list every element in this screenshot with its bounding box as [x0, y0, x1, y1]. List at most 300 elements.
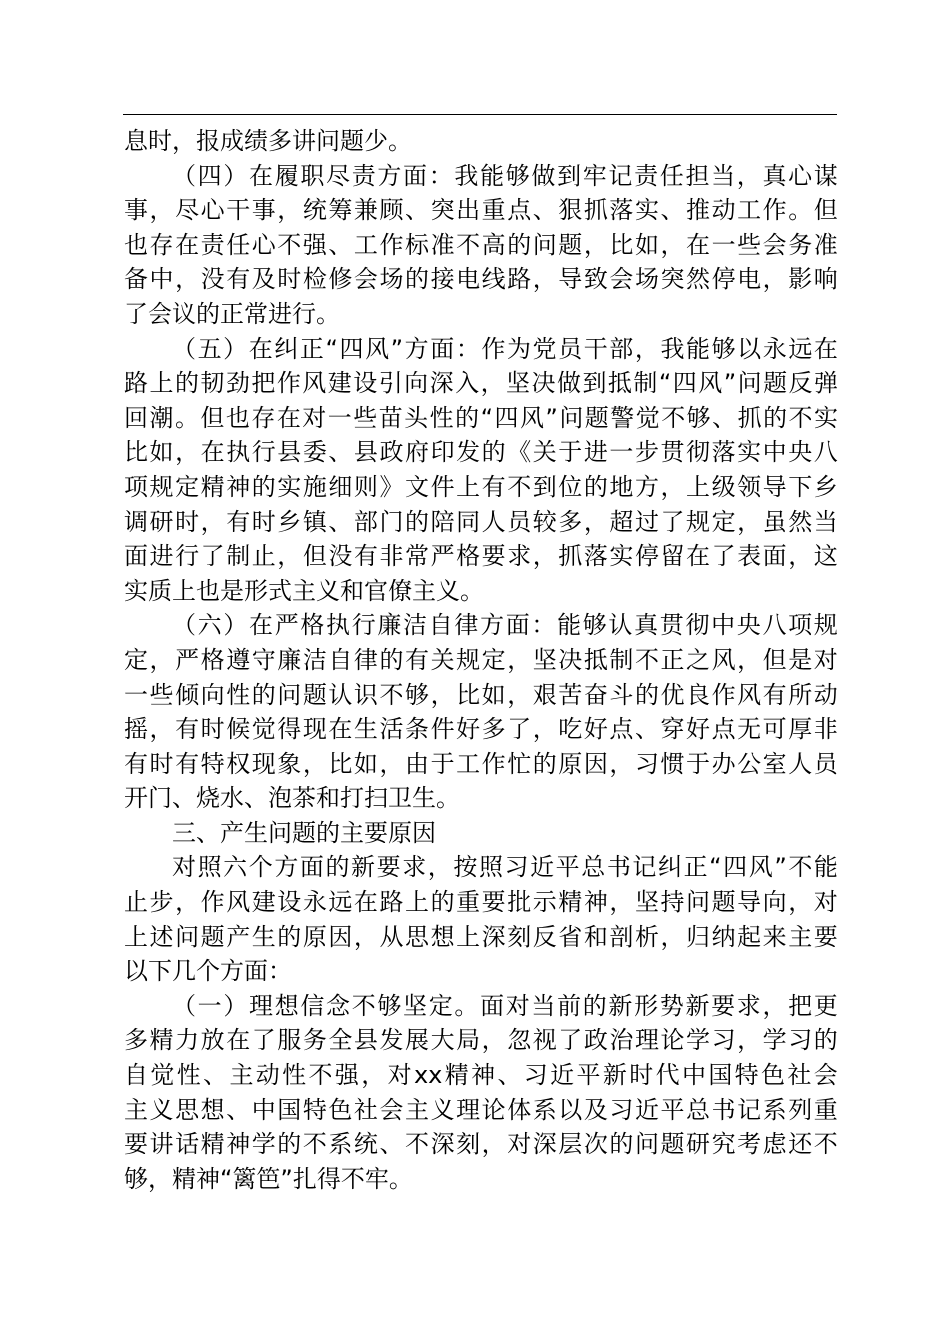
glyph: 了	[251, 1026, 276, 1055]
glyph: 步	[634, 438, 659, 467]
glyph: ）	[223, 991, 248, 1020]
glyph: ，	[353, 922, 378, 951]
glyph: 引	[378, 369, 403, 398]
glyph: 领	[737, 472, 762, 501]
glyph: 部	[609, 334, 634, 363]
glyph: 责	[200, 230, 225, 259]
glyph: 牢	[582, 161, 607, 190]
glyph: 反	[788, 369, 813, 398]
glyph: 习	[609, 1095, 634, 1124]
glyph: 了	[200, 542, 225, 571]
glyph: 理	[634, 1026, 659, 1055]
glyph: 主	[229, 1061, 254, 1090]
glyph: 项	[124, 472, 148, 501]
glyph: 设	[277, 888, 302, 917]
glyph: 、	[497, 1061, 522, 1090]
glyph: 但	[762, 645, 787, 674]
glyph: 强	[302, 230, 327, 259]
glyph: 持	[660, 888, 685, 917]
glyph: ：	[428, 161, 453, 190]
glyph: ，	[361, 1061, 386, 1090]
glyph: 多	[481, 715, 506, 744]
glyph: 比	[328, 749, 353, 778]
glyph: 时	[277, 265, 302, 294]
glyph: 大	[430, 1026, 455, 1055]
glyph: 员	[558, 334, 583, 363]
glyph: 这	[813, 542, 838, 571]
glyph: 够	[686, 403, 711, 432]
glyph: 神	[226, 1130, 251, 1159]
glyph: 向	[200, 680, 225, 709]
glyph: 为	[506, 334, 531, 363]
glyph: “	[709, 853, 722, 882]
glyph: 示	[532, 888, 557, 917]
glyph: 活	[379, 715, 404, 744]
glyph: 作	[379, 230, 404, 259]
glyph: 题	[200, 922, 225, 951]
glyph: 在	[175, 230, 200, 259]
glyph: 主	[788, 922, 813, 951]
glyph: 准	[430, 230, 455, 259]
glyph: 线	[481, 265, 506, 294]
glyph: 总	[581, 853, 606, 882]
glyph: 方	[274, 853, 299, 882]
glyph: 人	[481, 507, 506, 536]
glyph: 然	[788, 507, 813, 536]
glyph: 性	[282, 1061, 307, 1090]
glyph: 比	[124, 438, 148, 467]
glyph: 门	[379, 507, 404, 536]
glyph: 照	[197, 853, 222, 882]
glyph: 规	[149, 472, 174, 501]
glyph: 抵	[607, 369, 632, 398]
glyph: 检	[302, 265, 327, 294]
glyph: 非	[379, 542, 404, 571]
glyph: 作	[762, 196, 787, 225]
glyph: ，	[737, 645, 762, 674]
glyph: 国	[708, 1061, 733, 1090]
glyph: 定	[124, 645, 148, 674]
glyph: 习	[788, 1026, 813, 1055]
glyph: 风	[711, 645, 736, 674]
glyph: 批	[507, 888, 532, 917]
glyph: 尽	[326, 161, 351, 190]
glyph: 理	[249, 991, 274, 1020]
glyph: 、	[634, 715, 659, 744]
glyph: 发	[456, 438, 481, 467]
glyph: 任	[226, 230, 251, 259]
glyph: 标	[405, 230, 430, 259]
glyph: 话	[175, 1130, 200, 1159]
glyph: 近	[530, 853, 555, 882]
glyph: 制	[633, 369, 658, 398]
glyph: 不	[405, 1130, 430, 1159]
glyph: 党	[532, 334, 557, 363]
glyph: 执	[226, 438, 251, 467]
glyph: 记	[632, 853, 657, 882]
glyph: 担	[685, 161, 710, 190]
glyph: 存	[251, 403, 276, 432]
glyph: 建	[327, 369, 352, 398]
glyph: 的	[455, 403, 480, 432]
glyph: 反	[532, 922, 557, 951]
glyph: 事	[251, 196, 276, 225]
glyph: 苦	[558, 680, 583, 709]
glyph: 能	[480, 161, 505, 190]
glyph: 讲	[149, 1130, 174, 1159]
glyph: 工	[737, 196, 762, 225]
glyph: ，	[532, 715, 557, 744]
glyph: 六	[197, 611, 222, 640]
glyph: 觉	[635, 403, 660, 432]
glyph: 时	[149, 749, 174, 778]
glyph: 四	[723, 853, 748, 882]
glyph: 时	[200, 715, 225, 744]
glyph: ，	[480, 369, 505, 398]
glyph: 比	[609, 230, 634, 259]
glyph: 够	[505, 161, 530, 190]
glyph: 乡	[813, 472, 838, 501]
glyph: 、	[328, 438, 353, 467]
glyph: 室	[762, 749, 787, 778]
glyph: 工	[456, 749, 481, 778]
glyph: 备	[124, 265, 148, 294]
glyph: ”	[545, 403, 558, 432]
glyph: 些	[353, 403, 378, 432]
glyph: 执	[326, 611, 351, 640]
glyph: 风	[365, 334, 390, 363]
glyph: 在	[226, 1026, 251, 1055]
glyph: 忙	[507, 749, 532, 778]
glyph: 自	[328, 645, 353, 674]
glyph: 研	[686, 1130, 711, 1159]
glyph: 平	[660, 1095, 685, 1124]
glyph: 方	[480, 611, 505, 640]
glyph: 永	[762, 334, 787, 363]
glyph: 倾	[175, 680, 200, 709]
glyph: 神	[226, 472, 251, 501]
glyph: 由	[405, 749, 430, 778]
glyph: 苗	[378, 403, 403, 432]
glyph: 问	[634, 1130, 659, 1159]
glyph: 面	[430, 334, 455, 363]
glyph: 兼	[353, 196, 378, 225]
glyph: 责	[351, 161, 376, 190]
glyph: 面	[403, 161, 428, 190]
glyph: 述	[149, 922, 174, 951]
glyph: ）	[223, 611, 248, 640]
glyph: 如	[149, 438, 174, 467]
glyph: 路	[124, 369, 148, 398]
glyph: 四	[197, 161, 222, 190]
glyph: 研	[149, 507, 174, 536]
glyph: 是	[788, 645, 813, 674]
glyph: 题	[660, 1130, 685, 1159]
glyph: 够	[582, 611, 607, 640]
glyph: 在	[248, 334, 273, 363]
glyph: 如	[634, 230, 659, 259]
glyph: 在	[353, 888, 378, 917]
glyph: 社	[787, 1061, 812, 1090]
paragraph-line: 开门、烧水、泡茶和打扫卫生。	[124, 784, 460, 813]
glyph: 心	[788, 161, 813, 190]
glyph: 政	[379, 438, 404, 467]
glyph: 剖	[609, 922, 634, 951]
glyph: 求	[736, 991, 761, 1020]
glyph: 遵	[226, 645, 251, 674]
glyph: 纳	[711, 922, 736, 951]
glyph: 原	[302, 922, 327, 951]
glyph: 在	[328, 715, 353, 744]
glyph: 中	[711, 611, 736, 640]
glyph: 统	[353, 1130, 378, 1159]
glyph: 工	[353, 230, 378, 259]
glyph: 统	[302, 196, 327, 225]
glyph: 一	[711, 230, 736, 259]
glyph: 重	[813, 1095, 838, 1124]
glyph: 形	[634, 991, 659, 1020]
glyph: 正	[299, 334, 324, 363]
paragraph-line: 了会议的正常进行。	[124, 299, 340, 328]
glyph: 永	[302, 888, 327, 917]
glyph: 实	[609, 542, 634, 571]
glyph: ，	[609, 749, 634, 778]
glyph: 职	[300, 161, 325, 190]
glyph: 前	[557, 991, 582, 1020]
glyph: 列	[788, 1095, 813, 1124]
glyph: 所	[788, 680, 813, 709]
glyph: 、	[379, 1130, 404, 1159]
glyph: 然	[686, 265, 711, 294]
glyph: 如	[481, 680, 506, 709]
glyph: 的	[174, 369, 199, 398]
glyph: 的	[251, 680, 276, 709]
glyph: 狠	[558, 196, 583, 225]
glyph: 方	[404, 334, 429, 363]
glyph: 心	[251, 230, 276, 259]
glyph: 些	[149, 680, 174, 709]
paragraph-line	[124, 435, 838, 470]
glyph: 不	[456, 230, 481, 259]
glyph: 有	[175, 715, 200, 744]
glyph: 实	[737, 438, 762, 467]
glyph: 归	[686, 922, 711, 951]
glyph: 六	[223, 853, 248, 882]
glyph: 抓	[583, 196, 608, 225]
glyph: 放	[200, 1026, 225, 1055]
glyph: xx	[413, 1061, 443, 1090]
glyph: 动	[813, 680, 838, 709]
glyph: 。	[174, 403, 199, 432]
glyph: 到	[532, 472, 557, 501]
glyph: 念	[326, 991, 351, 1020]
glyph: 弹	[814, 369, 838, 398]
glyph: （	[172, 991, 196, 1020]
glyph: 不	[308, 1061, 333, 1090]
glyph: 步	[149, 888, 174, 917]
glyph: ，	[277, 542, 302, 571]
glyph: 色	[761, 1061, 786, 1090]
glyph: 风	[748, 853, 773, 882]
glyph: 设	[353, 369, 378, 398]
glyph: 考	[737, 1130, 762, 1159]
glyph: ”	[723, 369, 737, 398]
glyph: 了	[507, 715, 532, 744]
glyph: 廉	[377, 611, 402, 640]
glyph: 导	[558, 265, 583, 294]
glyph: 上	[456, 922, 481, 951]
glyph: 作	[711, 680, 736, 709]
glyph: 件	[430, 715, 455, 744]
paragraph-line	[124, 608, 838, 643]
glyph: 抓	[558, 542, 583, 571]
glyph: 求	[507, 542, 532, 571]
glyph: 权	[226, 749, 251, 778]
glyph: 想	[274, 991, 299, 1020]
glyph: 理	[456, 1095, 481, 1124]
glyph: 作	[276, 369, 301, 398]
paragraph-line	[124, 366, 838, 401]
glyph: 正	[660, 645, 685, 674]
glyph: 要	[124, 1130, 148, 1159]
glyph: 得	[277, 715, 302, 744]
glyph: 规	[686, 507, 711, 536]
glyph: 则	[353, 472, 378, 501]
glyph: （	[172, 334, 196, 363]
glyph: 会	[353, 265, 378, 294]
glyph: 了	[558, 1026, 583, 1055]
glyph: 的	[277, 922, 302, 951]
glyph: 虽	[762, 507, 787, 536]
glyph: 艰	[532, 680, 557, 709]
glyph: 格	[200, 645, 225, 674]
paragraph-line	[124, 850, 838, 885]
glyph: 新	[608, 991, 633, 1020]
glyph: 义	[149, 1095, 174, 1124]
glyph: 定	[481, 645, 506, 674]
glyph: 精	[444, 1061, 469, 1090]
glyph: 、	[712, 403, 737, 432]
glyph: 展	[405, 1026, 430, 1055]
glyph: 劲	[225, 369, 250, 398]
glyph: 突	[430, 196, 455, 225]
glyph: 我	[660, 334, 685, 363]
glyph: 论	[481, 1095, 506, 1124]
glyph: 导	[737, 888, 762, 917]
glyph: 律	[454, 611, 479, 640]
glyph: （	[172, 611, 196, 640]
glyph: 准	[813, 230, 838, 259]
glyph: 不	[379, 680, 404, 709]
glyph: 在	[200, 438, 225, 467]
glyph: 觉	[251, 715, 276, 744]
glyph: 洁	[403, 611, 428, 640]
glyph: 一	[327, 403, 352, 432]
glyph: ，	[277, 196, 302, 225]
glyph: 精	[149, 1026, 174, 1055]
glyph: 高	[481, 230, 506, 259]
glyph: 些	[737, 230, 762, 259]
glyph: 想	[430, 922, 455, 951]
glyph: 责	[634, 161, 659, 190]
glyph: 把	[251, 369, 276, 398]
glyph: 对	[302, 403, 327, 432]
glyph: 推	[686, 196, 711, 225]
glyph: 全	[328, 1026, 353, 1055]
glyph: ，	[200, 507, 225, 536]
glyph: （	[172, 161, 196, 190]
glyph: 真	[762, 161, 787, 190]
glyph: 履	[274, 161, 299, 190]
glyph: 对	[505, 991, 530, 1020]
document-body	[124, 124, 838, 1196]
glyph: ，	[302, 749, 327, 778]
glyph: 特	[734, 1061, 759, 1090]
glyph: 吃	[558, 715, 583, 744]
glyph: 、	[226, 1095, 251, 1124]
glyph: 摇	[124, 715, 148, 744]
glyph: 贯	[659, 611, 684, 640]
glyph: 对	[507, 1130, 532, 1159]
glyph: 的	[481, 438, 506, 467]
glyph: 新	[351, 853, 376, 882]
glyph: 关	[430, 645, 455, 674]
glyph: 记	[608, 161, 633, 190]
glyph: ，	[660, 472, 685, 501]
glyph: 八	[813, 438, 838, 467]
glyph: 表	[737, 542, 762, 571]
glyph: 识	[353, 680, 378, 709]
glyph: 主	[405, 1095, 430, 1124]
glyph: 思	[405, 922, 430, 951]
glyph: 层	[558, 1130, 583, 1159]
glyph: 的	[582, 991, 607, 1020]
paragraph-line	[124, 332, 838, 367]
glyph: 响	[813, 265, 838, 294]
glyph: 员	[813, 749, 838, 778]
glyph: 镇	[302, 507, 327, 536]
paragraph-line: 以下几个方面：	[124, 957, 292, 986]
glyph: 当	[531, 991, 556, 1020]
glyph: 深	[532, 1130, 557, 1159]
glyph: 主	[124, 1095, 148, 1124]
glyph: 制	[609, 645, 634, 674]
glyph: 多	[124, 1026, 148, 1055]
glyph: 同	[456, 507, 481, 536]
glyph: 人	[788, 749, 813, 778]
paragraph-line	[124, 228, 838, 263]
glyph: ，	[583, 230, 608, 259]
glyph: 、	[203, 1061, 228, 1090]
glyph: 服	[277, 1026, 302, 1055]
glyph: 四	[339, 334, 364, 363]
glyph: 任	[659, 161, 684, 190]
glyph: 制	[226, 542, 251, 571]
glyph: 彻	[686, 438, 711, 467]
glyph: 视	[532, 1026, 557, 1055]
glyph: 风	[226, 888, 251, 917]
glyph: 面	[505, 611, 530, 640]
glyph: 习	[504, 853, 529, 882]
paragraph-line	[124, 505, 838, 540]
glyph: 贯	[660, 438, 685, 467]
paragraph-line: 实质上也是形式主义和官僚主义。	[124, 576, 484, 605]
header-rule	[123, 114, 837, 115]
glyph: 严	[175, 645, 200, 674]
glyph: 风	[302, 369, 327, 398]
glyph: 自	[428, 611, 453, 640]
glyph: 好	[686, 715, 711, 744]
